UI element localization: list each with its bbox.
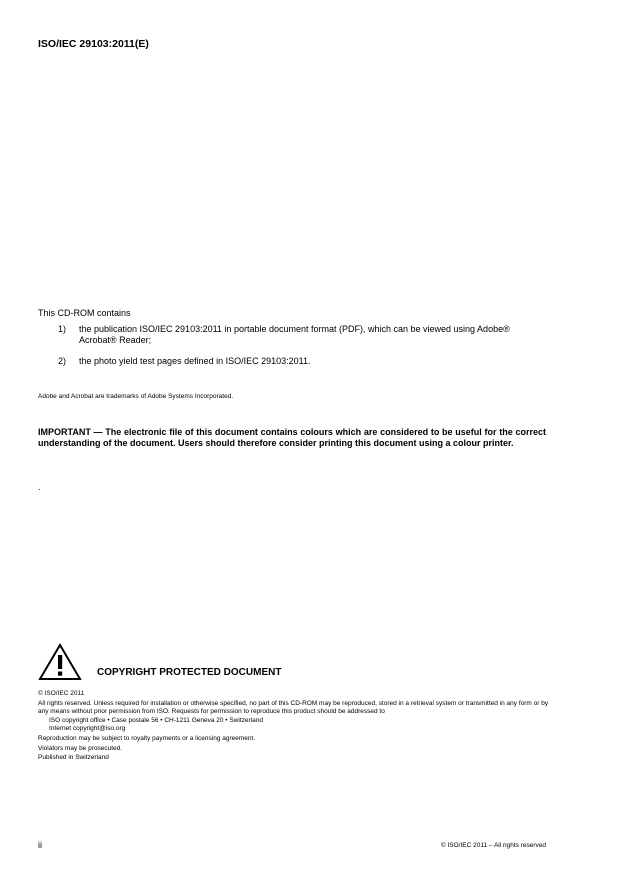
important-notice: IMPORTANT — The electronic file of this document contains colours which are considered to be useful for the correct understanding of the document. Users should therefore consider printing this document using a colour printer. [38,427,546,448]
published-location: Published in Switzerland [38,754,109,761]
page-number: ii [38,840,42,850]
copyright-heading: COPYRIGHT PROTECTED DOCUMENT [97,667,282,678]
cdrom-intro: This CD-ROM contains [38,308,131,318]
stray-dot: . [38,482,41,492]
document-identifier: ISO/IEC 29103:2011(E) [38,38,149,50]
list-item-number: 1) [58,324,67,334]
footer-rights: © ISO/IEC 2011 – All rights reserved [440,842,546,849]
copyright-notice [38,690,550,764]
copyright-office-internet: Internet copyright@iso.org [49,725,126,732]
list-item-text: the photo yield test pages defined in ISO/IEC 29103:2011. [79,356,311,366]
copyright-year: © ISO/IEC 2011 [38,690,85,697]
warning-triangle-icon [38,643,82,681]
list-item [58,356,548,367]
copyright-office-address: ISO copyright office • Case postale 56 • CH-1211 Geneva 20 • Switzerland [49,717,263,724]
royalty-notice: Reproduction may be subject to royalty payments or a licensing agreement. [38,735,256,742]
rights-statement: All rights reserved. Unless required for installation or otherwise specified, no part of this CD-ROM may be reproduced, stored in a retrieval system or transmitted in any form or by any means without prior permission from ISO. Requests for permission to reproduce this product should be addressed to [38,699,549,715]
cdrom-contents-list [58,324,548,377]
violators-notice: Violators may be prosecuted. [38,744,123,752]
list-item-number: 2) [58,356,67,366]
list-item-text: the publication ISO/IEC 29103:2011 in portable document format (PDF), which can be viewed using Adobe® Acrobat® Reader; [79,324,510,345]
list-item [58,324,548,346]
trademark-notice: Adobe and Acrobat are trademarks of Adobe Systems Incorporated. [38,393,234,400]
